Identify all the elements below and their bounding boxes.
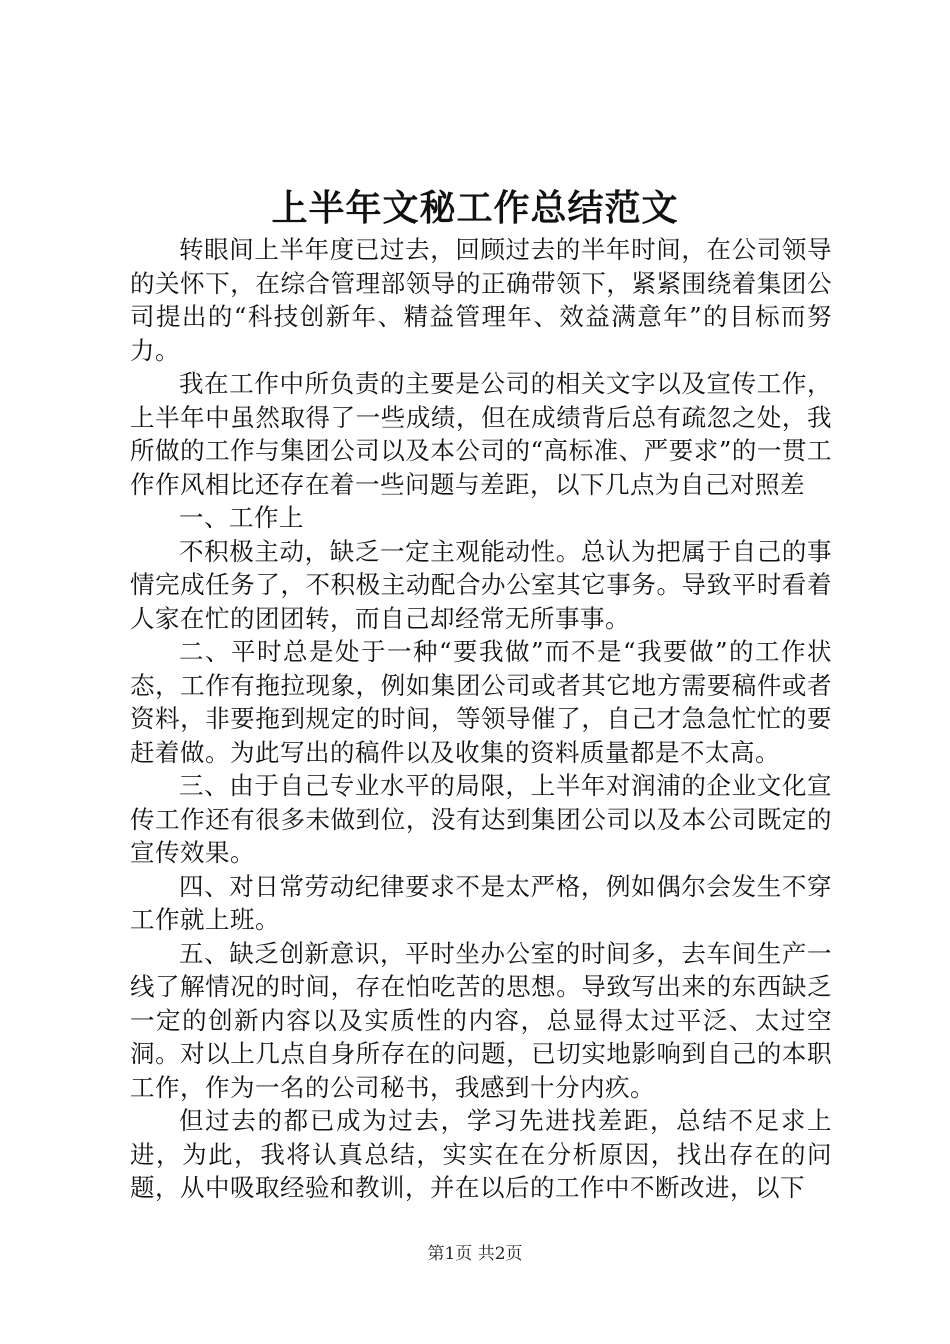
section-heading-work: 一、工作上 (179, 503, 304, 532)
paragraph-conclusion: 但过去的都已成为过去，学习先进找差距，总结不足求上进，为此，我将认真总结，实实在在分析原因，找出存在的问题，从中吸取经验和教训，并在以后的工作中不断改进，以下 (130, 1106, 832, 1202)
paragraph-responsibilities: 我在工作中所负责的主要是公司的相关文字以及宣传工作，上半年中虽然取得了一些成绩，但在成绩背后总有疏忽之处，我所做的工作与集团公司以及本公司的“高标准、严要求”的一贯工作作风相比还存在着一些问题与差距，以下几点为自己对照差 (130, 369, 832, 499)
paragraph-point-4: 四、对日常劳动纪律要求不是太严格，例如偶尔会发生不穿工作就上班。 (130, 871, 832, 934)
document-title: 上半年文秘工作总结范文 (271, 187, 679, 229)
paragraph-point-5: 五、缺乏创新意识，平时坐办公室的时间多，去车间生产一线了解情况的时间，存在怕吃苦的思想。导致写出来的东西缺乏一定的创新内容以及实质性的内容，总显得太过平泛、太过空洞。对以上几点自身所存在的问题，已切实地影响到自己的本职工作，作为一名的公司秘书，我感到十分内疚。 (130, 938, 832, 1102)
paragraph-point-1: 不积极主动，缺乏一定主观能动性。总认为把属于自己的事情完成任务了，不积极主动配合办公室其它事务。导致平时看着人家在忙的团团转，而自己却经常无所事事。 (130, 536, 832, 633)
paragraph-intro: 转眼间上半年度已过去，回顾过去的半年时间，在公司领导的关怀下，在综合管理部领导的正确带领下，紧紧围绕着集团公司提出的“科技创新年、精益管理年、效益满意年”的目标而努力。 (130, 235, 832, 365)
paragraph-point-2: 二、平时总是处于一种“要我做”而不是“我要做”的工作状态，工作有拖拉现象，例如集团公司或者其它地方需要稿件或者资料，非要拖到规定的时间，等领导催了，自己才急急忙忙的要赶着做。为此写出的稿件以及收集的资料质量都是不太高。 (130, 637, 832, 767)
document-body (130, 233, 832, 1205)
paragraph-point-3: 三、由于自己专业水平的局限，上半年对润浦的企业文化宣传工作还有很多未做到位，没有达到集团公司以及本公司既定的宣传效果。 (130, 771, 832, 867)
page-number-footer: 第1页 共2页 (427, 1244, 523, 1264)
